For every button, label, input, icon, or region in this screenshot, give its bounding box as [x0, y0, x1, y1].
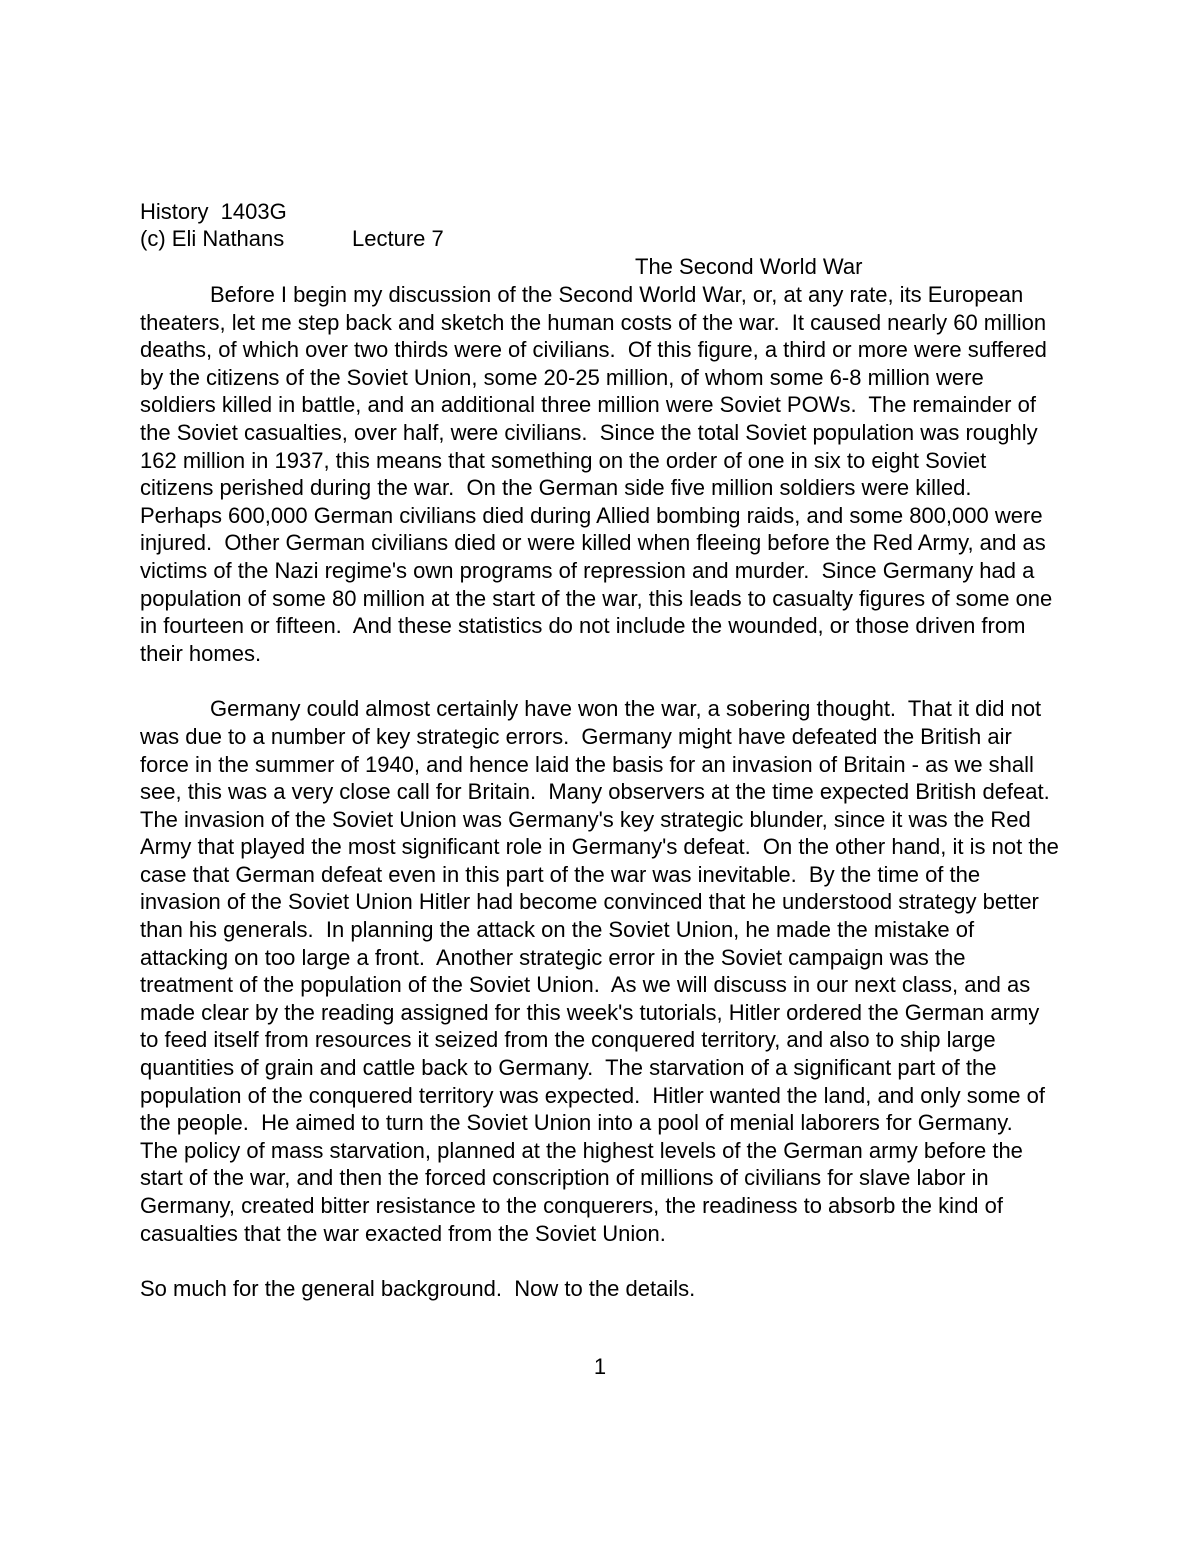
page-number: 1 — [593, 1353, 607, 1379]
course-code: History 1403G — [140, 198, 287, 224]
paragraph-human-costs: Before I begin my discussion of the Second World War, or, at any rate, its European theaters, let me step back and sketch the human costs of the war. It caused nearly 60 million deaths, of which over two thirds were of civilians. Of this figure, a third or more were suffered by the citizens of the Soviet Union, some 20-25 million, of whom some 6-8 million were soldiers killed in battle, and an additional three million were Soviet POWs. The remainder of the Soviet casualties, over half, were civilians. Since the total Soviet population was roughly 162 million in 1937, this means that something on the order of one in six to eight Soviet citizens perished during the war. On the German side five million soldiers were killed. Perhaps 600,000 German civilians died during Allied bombing raids, and some 800,000 were injured. Other German civilians died or were killed when fleeing before the Red Army, and as victims of the Nazi regime's own programs of repression and murder. Since Germany had a population of some 80 million at the start of the war, this leads to casualty figures of some one in fourteen or fifteen. And these statistics do not include the wounded, or those driven from their homes. — [140, 282, 1059, 666]
copyright-line: (c) Eli Nathans — [140, 226, 285, 251]
paragraph-strategic-errors: Germany could almost certainly have won the war, a sobering thought. That it did not was due to a number of key strategic errors. Germany might have defeated the British air force in the summer of 1940, and hence laid the basis for an invasion of Britain - as we shall see, this was a very close call for Britain. Many observers at the time expected British defeat. The invasion of the Soviet Union was Germany's key strategic blunder, since it was the Red Army that played the most significant role in Germany's defeat. On the other hand, it is not the case that German defeat even in this part of the war was inevitable. By the time of the invasion of the Soviet Union Hitler had become convinced that he understood strategy better than his generals. In planning the attack on the Soviet Union, he made the mistake of attacking on too large a front. Another strategic error in the Soviet campaign was the treatment of the population of the Soviet Union. As we will discuss in our next class, and as made clear by the reading assigned for this week's tutorials, Hitler ordered the German army to feed itself from resources it seized from the conquered territory, and also to ship large quantities of grain and cattle back to Germany. The starvation of a significant part of the population of the conquered territory was expected. Hitler wanted the land, and only some of the people. He aimed to turn the Soviet Union into a pool of menial laborers for Germany. The policy of mass starvation, planned at the highest levels of the German army before the start of the war, and then the forced conscription of millions of civilians for slave labor in Germany, created bitter resistance to the conquerers, the readiness to absorb the kind of casualties that the war exacted from the Soviet Union. — [140, 696, 1066, 1246]
paragraph-transition: So much for the general background. Now to the details. — [140, 1276, 696, 1302]
lecture-number: Lecture 7 — [352, 226, 444, 252]
lecture-title: The Second World War — [635, 253, 863, 279]
